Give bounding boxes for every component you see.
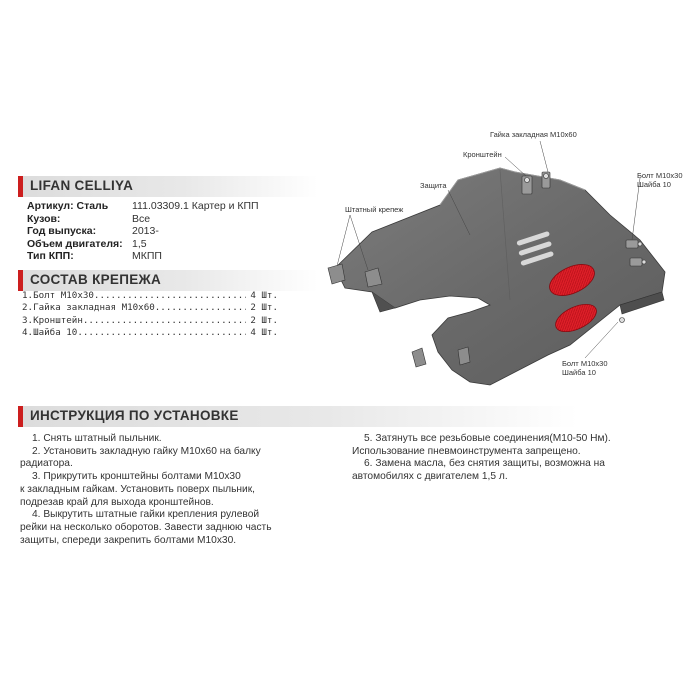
spec-row xyxy=(27,225,259,238)
label-guard: Защита xyxy=(420,181,447,190)
part-qty: 2 Шт. xyxy=(250,314,278,326)
part-qty: 4 Шт. xyxy=(250,326,278,338)
instructions-right xyxy=(352,433,672,484)
spec-value: 1,5 xyxy=(132,237,147,250)
parts-list xyxy=(22,290,278,339)
title-bar xyxy=(18,176,318,197)
skid-plate xyxy=(335,168,665,385)
leader-dots xyxy=(94,290,246,302)
instruction-line: 4. Выкрутить штатные гайки крепления рулевой xyxy=(32,509,260,521)
spec-key: Объем двигателя: xyxy=(27,237,123,250)
label-washer-top: Шайба 10 xyxy=(637,180,671,189)
instructions-accent xyxy=(18,406,23,427)
part-name: 3.Кронштейн xyxy=(22,314,83,326)
spec-key: Кузов: xyxy=(27,212,61,225)
instruction-line: 2. Установить закладную гайку М10х60 на балку xyxy=(32,445,261,457)
label-stock-mount: Штатный крепеж xyxy=(345,205,404,214)
list-item xyxy=(22,290,278,302)
instructions-heading: ИНСТРУКЦИЯ ПО УСТАНОВКЕ xyxy=(30,408,239,423)
title-accent xyxy=(18,176,23,197)
part-name: 2.Гайка закладная М10х60 xyxy=(22,302,155,314)
spec-value: 111.03309.1 Картер и КПП xyxy=(132,200,259,212)
instruction-line: 3. Прикрутить кронштейны болтами М10х30 xyxy=(32,471,241,483)
label-bolt-top: Болт М10х30 xyxy=(637,171,683,180)
instruction-line: к закладным гайкам. Установить поверх пыльник, xyxy=(20,483,256,495)
spec-value: Все xyxy=(132,212,151,225)
instruction-line: 5. Затянуть все резьбовые соединения(М10-50 Нм). xyxy=(364,433,611,444)
label-bolt-bottom: Болт М10х30 xyxy=(562,359,608,368)
label-washer-bottom: Шайба 10 xyxy=(562,368,596,377)
spec-row xyxy=(27,238,259,251)
spec-row xyxy=(27,213,259,226)
list-item xyxy=(22,302,278,314)
label-bracket: Кронштейн xyxy=(463,150,502,159)
instructions-heading-bar xyxy=(18,406,578,427)
instruction-line: подрезав край для выхода кронштейнов. xyxy=(20,496,214,508)
leader-dots xyxy=(155,302,247,314)
list-item xyxy=(22,315,278,327)
spec-value: МКПП xyxy=(132,250,162,263)
instruction-line: 1. Снять штатный пыльник. xyxy=(32,433,162,444)
instruction-line: 6. Замена масла, без снятия защиты, возможна на xyxy=(364,458,605,470)
part-name: 1.Болт М10х30 xyxy=(22,290,94,301)
instruction-line: автомобилях с двигателем 1,5 л. xyxy=(352,471,508,483)
instruction-line: радиатора. xyxy=(20,458,73,470)
spec-value: 2013- xyxy=(132,225,159,238)
spec-table xyxy=(27,200,259,263)
instruction-line: рейки на несколько оборотов. Завести заднюю часть xyxy=(20,521,272,533)
part-qty: 2 Шт. xyxy=(250,302,278,314)
spec-key: Год выпуска: xyxy=(27,225,97,238)
part-qty: 4 Шт. xyxy=(250,290,278,301)
spec-key: Тип КПП: xyxy=(27,250,74,263)
parts-heading-bar xyxy=(18,270,318,291)
instruction-line: защиты, спереди закрепить болтами М10х30. xyxy=(20,534,237,546)
spec-key: Артикул: Сталь xyxy=(27,200,109,212)
page-title: LIFAN CELLIYA xyxy=(30,178,134,193)
list-item xyxy=(22,327,278,339)
part-name: 4.Шайба 10 xyxy=(22,326,78,338)
spec-row xyxy=(27,200,259,213)
leader-dots xyxy=(77,327,246,339)
skid-plate-diagram xyxy=(320,120,700,410)
instruction-line: Использование пневмоинструмента запрещено. xyxy=(352,445,581,457)
spec-row xyxy=(27,250,259,263)
bolt-icon xyxy=(620,318,625,323)
parts-accent xyxy=(18,270,23,291)
label-nut: Гайка закладная М10х60 xyxy=(490,130,577,139)
instructions-left xyxy=(20,433,340,547)
leader-dots xyxy=(83,315,246,327)
parts-heading: СОСТАВ КРЕПЕЖА xyxy=(30,272,162,287)
